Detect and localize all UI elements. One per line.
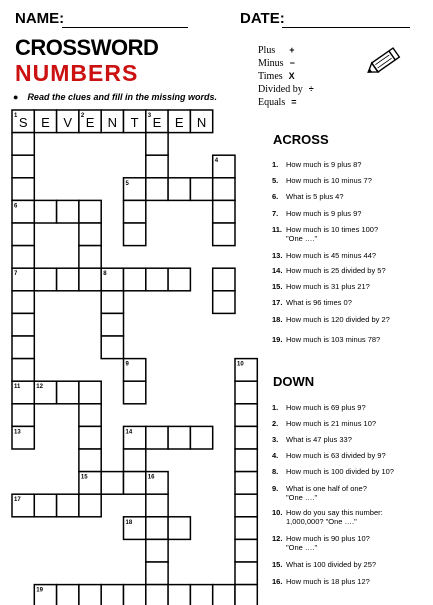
clue-number-label: 3 [147, 113, 152, 119]
clue-number-label: 18 [125, 519, 133, 526]
page-title-line2: NUMBERS [15, 60, 139, 86]
across-clue [272, 209, 361, 218]
clue-text: How much is 25 divided by 5? [286, 266, 386, 275]
crossword-cell[interactable] [235, 449, 257, 472]
clue-number-label: 19 [36, 587, 43, 594]
crossword-cell[interactable] [79, 449, 101, 472]
crossword-cell[interactable] [190, 426, 212, 449]
filled-letter: V [63, 115, 73, 130]
crossword-cell[interactable] [235, 381, 257, 404]
page-title-line1: CROSSWORD [15, 35, 159, 60]
clue-number-label: 14 [125, 429, 133, 436]
crossword-cell[interactable] [235, 426, 257, 449]
down-heading: DOWN [273, 374, 315, 389]
clue-number: 1. [272, 160, 279, 169]
crossword-cell[interactable] [213, 178, 235, 201]
across-clue [272, 315, 390, 324]
down-clue [272, 534, 370, 552]
crossword-cell[interactable] [12, 336, 34, 359]
crossword-cell[interactable] [235, 562, 257, 585]
crossword-cell[interactable] [146, 178, 168, 201]
crossword-cell[interactable] [79, 426, 101, 449]
clue-number: 3. [272, 435, 279, 444]
crossword-cell[interactable] [79, 585, 101, 605]
clue-text: What is 47 plus 33? [286, 435, 352, 444]
bullet-icon: ● [13, 92, 19, 102]
across-clue [272, 192, 344, 201]
clue-number-label: 8 [103, 271, 107, 278]
crossword-cell[interactable] [57, 494, 79, 517]
crossword-cell[interactable] [79, 268, 101, 291]
crossword-cell[interactable] [12, 178, 34, 201]
down-clue [272, 419, 376, 428]
crossword-cell[interactable] [34, 200, 56, 223]
clue-text: How much is 21 minus 10? [286, 419, 377, 428]
crossword-cell[interactable] [235, 517, 257, 540]
legend-row: Equals = [258, 97, 297, 108]
crossword-cell[interactable] [12, 359, 34, 382]
crossword-cell[interactable] [146, 268, 168, 291]
crossword-cell[interactable] [101, 336, 123, 359]
crossword-cell[interactable] [168, 268, 190, 291]
across-clue [272, 298, 352, 307]
clue-number: 12. [272, 534, 283, 543]
crossword-cell[interactable] [34, 268, 56, 291]
crossword-cell[interactable] [213, 268, 235, 291]
clue-number: 2. [272, 419, 279, 428]
clue-number: 5. [272, 176, 279, 185]
crossword-cell[interactable] [168, 178, 190, 201]
clue-text: How much is 9 plus 8? [286, 160, 362, 169]
clue-number-label: 10 [237, 361, 244, 368]
crossword-cell[interactable] [124, 223, 146, 246]
crossword-cell[interactable] [12, 313, 34, 336]
instruction-text: Read the clues and fill in the missing words. [27, 92, 217, 102]
clue-text: How much is 45 minus 44? [286, 251, 377, 260]
clue-number: 8. [272, 467, 279, 476]
crossword-cell[interactable] [57, 268, 79, 291]
crossword-cell[interactable] [12, 404, 34, 427]
clue-number: 7. [272, 209, 279, 218]
down-clue [272, 508, 383, 526]
crossword-cell[interactable] [124, 472, 146, 495]
crossword-cell[interactable] [146, 539, 168, 562]
crossword-cell[interactable] [235, 404, 257, 427]
clue-number-label: 1 [14, 113, 18, 119]
crossword-cell[interactable] [235, 539, 257, 562]
clue-text: How much is 120 divided by 2? [286, 315, 390, 324]
clue-text: How much is 69 plus 9? [286, 403, 366, 412]
crossword-cell[interactable] [12, 223, 34, 246]
crossword-cell[interactable] [12, 155, 34, 178]
down-clue [272, 451, 386, 460]
clue-number: 15. [272, 282, 283, 291]
clue-number: 18. [272, 315, 283, 324]
clue-text: What is 96 times 0? [286, 298, 352, 307]
across-clue [272, 266, 386, 275]
legend-row: Times X [258, 71, 295, 82]
crossword-cell[interactable] [235, 494, 257, 517]
clue-number: 14. [272, 266, 283, 275]
crossword-cell[interactable] [213, 200, 235, 223]
clue-text: How much is 10 times 100? [286, 225, 379, 234]
crossword-cell[interactable] [146, 426, 168, 449]
name-label: NAME: [15, 10, 65, 27]
clue-number-label: 12 [36, 384, 43, 391]
crossword-cell[interactable] [146, 155, 168, 178]
crossword-cell[interactable] [101, 585, 123, 605]
crossword-cell[interactable] [101, 472, 123, 495]
crossword-cell[interactable] [168, 517, 190, 540]
clue-number-label: 9 [125, 361, 129, 368]
crossword-cell[interactable] [124, 449, 146, 472]
clue-number: 17. [272, 298, 283, 307]
clue-number-label: 6 [14, 203, 18, 210]
crossword-cell[interactable] [79, 381, 101, 404]
clue-number: 13. [272, 251, 283, 260]
crossword-cell[interactable] [190, 585, 212, 605]
clue-subtext: "One …." [286, 543, 318, 552]
clue-number-label: 11 [14, 384, 21, 391]
clue-number: 10. [272, 508, 283, 517]
clue-text: How much is 63 divided by 9? [286, 451, 386, 460]
clue-number: 19. [272, 335, 283, 344]
clue-text: How much is 31 plus 21? [286, 282, 370, 291]
clue-subtext: 1,000,000? "One …." [286, 517, 357, 526]
across-clue [272, 176, 372, 185]
crossword-cell[interactable] [235, 472, 257, 495]
down-clue [272, 560, 376, 569]
crossword-cell[interactable] [12, 246, 34, 269]
across-clue [272, 225, 378, 243]
crossword-cell[interactable] [101, 291, 123, 314]
clue-number: 15. [272, 560, 283, 569]
filled-letter: T [130, 115, 139, 130]
crossword-cell[interactable] [146, 133, 168, 156]
across-heading: ACROSS [273, 132, 329, 147]
crossword-cell[interactable] [79, 494, 101, 517]
crossword-cell[interactable] [146, 494, 168, 517]
clue-text: How much is 10 minus 7? [286, 176, 372, 185]
crossword-cell[interactable] [213, 585, 235, 605]
crossword-cell[interactable] [124, 200, 146, 223]
filled-letter: N [196, 115, 207, 130]
filled-letter: N [107, 115, 118, 130]
filled-letter: E [85, 115, 95, 130]
clue-text: How much is 9 plus 9? [286, 209, 362, 218]
filled-letter: E [152, 115, 162, 130]
crossword-cell[interactable] [79, 223, 101, 246]
down-clue [272, 435, 352, 444]
crossword-cell[interactable] [213, 291, 235, 314]
crossword-cell[interactable] [57, 381, 79, 404]
crossword-cell[interactable] [235, 585, 257, 605]
legend-row: Minus − [258, 58, 295, 69]
clue-text: How much is 100 divided by 10? [286, 467, 394, 476]
crossword-cell[interactable] [168, 426, 190, 449]
clue-text: How do you say this number: [286, 508, 383, 517]
crossword-cell[interactable] [79, 200, 101, 223]
crossword-cell[interactable] [124, 268, 146, 291]
clue-number: 11. [272, 225, 283, 234]
clue-text: How much is 90 plus 10? [286, 534, 370, 543]
across-clue [272, 251, 376, 260]
crossword-cell[interactable] [190, 178, 212, 201]
crossword-cell[interactable] [79, 246, 101, 269]
clue-number-label: 5 [125, 180, 129, 187]
date-label: DATE: [240, 10, 285, 27]
crossword-cell[interactable] [168, 585, 190, 605]
crossword-cell[interactable] [57, 200, 79, 223]
clue-subtext: "One …." [286, 493, 318, 502]
down-clue [272, 467, 394, 476]
filled-letter: E [174, 115, 184, 130]
crossword-cell[interactable] [34, 494, 56, 517]
clue-subtext: "One …." [286, 234, 318, 243]
clue-number-label: 17 [14, 497, 21, 504]
filled-letter: S [18, 115, 28, 130]
crossword-cell[interactable] [124, 585, 146, 605]
down-clue [272, 484, 367, 502]
crossword-cell[interactable] [79, 404, 101, 427]
legend-row: Plus + [258, 45, 295, 56]
crossword-cell[interactable] [213, 223, 235, 246]
crossword-cell[interactable] [124, 381, 146, 404]
across-clue [272, 160, 361, 169]
clue-number-label: 16 [147, 474, 155, 481]
crossword-cell[interactable] [146, 585, 168, 605]
clue-text: What is one half of one? [286, 484, 367, 493]
clue-number: 9. [272, 484, 279, 493]
clue-number-label: 15 [80, 474, 88, 481]
clue-number-label: 2 [80, 113, 85, 119]
down-clue [272, 403, 366, 412]
clue-number: 6. [272, 192, 279, 201]
crossword-cell[interactable] [12, 133, 34, 156]
across-clue [272, 335, 380, 344]
clue-text: How much is 18 plus 12? [286, 577, 370, 586]
clue-number: 4. [272, 451, 279, 460]
clue-text: How much is 103 minus 78? [286, 335, 381, 344]
crossword-cell[interactable] [101, 313, 123, 336]
clue-number: 16. [272, 577, 283, 586]
crossword-cell[interactable] [12, 291, 34, 314]
clue-text: What is 5 plus 4? [286, 192, 344, 201]
clue-text: What is 100 divided by 25? [286, 560, 377, 569]
crossword-cell[interactable] [57, 585, 79, 605]
filled-letter: E [41, 115, 50, 130]
across-clue [272, 282, 370, 291]
clue-number: 1. [272, 403, 279, 412]
clue-number-label: 7 [14, 271, 18, 278]
clue-number-label: 13 [14, 429, 21, 436]
down-clue [272, 577, 370, 586]
crossword-cell[interactable] [146, 517, 168, 540]
legend-row: Divided by ÷ [258, 84, 314, 95]
crossword-cell[interactable] [146, 562, 168, 585]
clue-number-label: 4 [214, 158, 219, 165]
